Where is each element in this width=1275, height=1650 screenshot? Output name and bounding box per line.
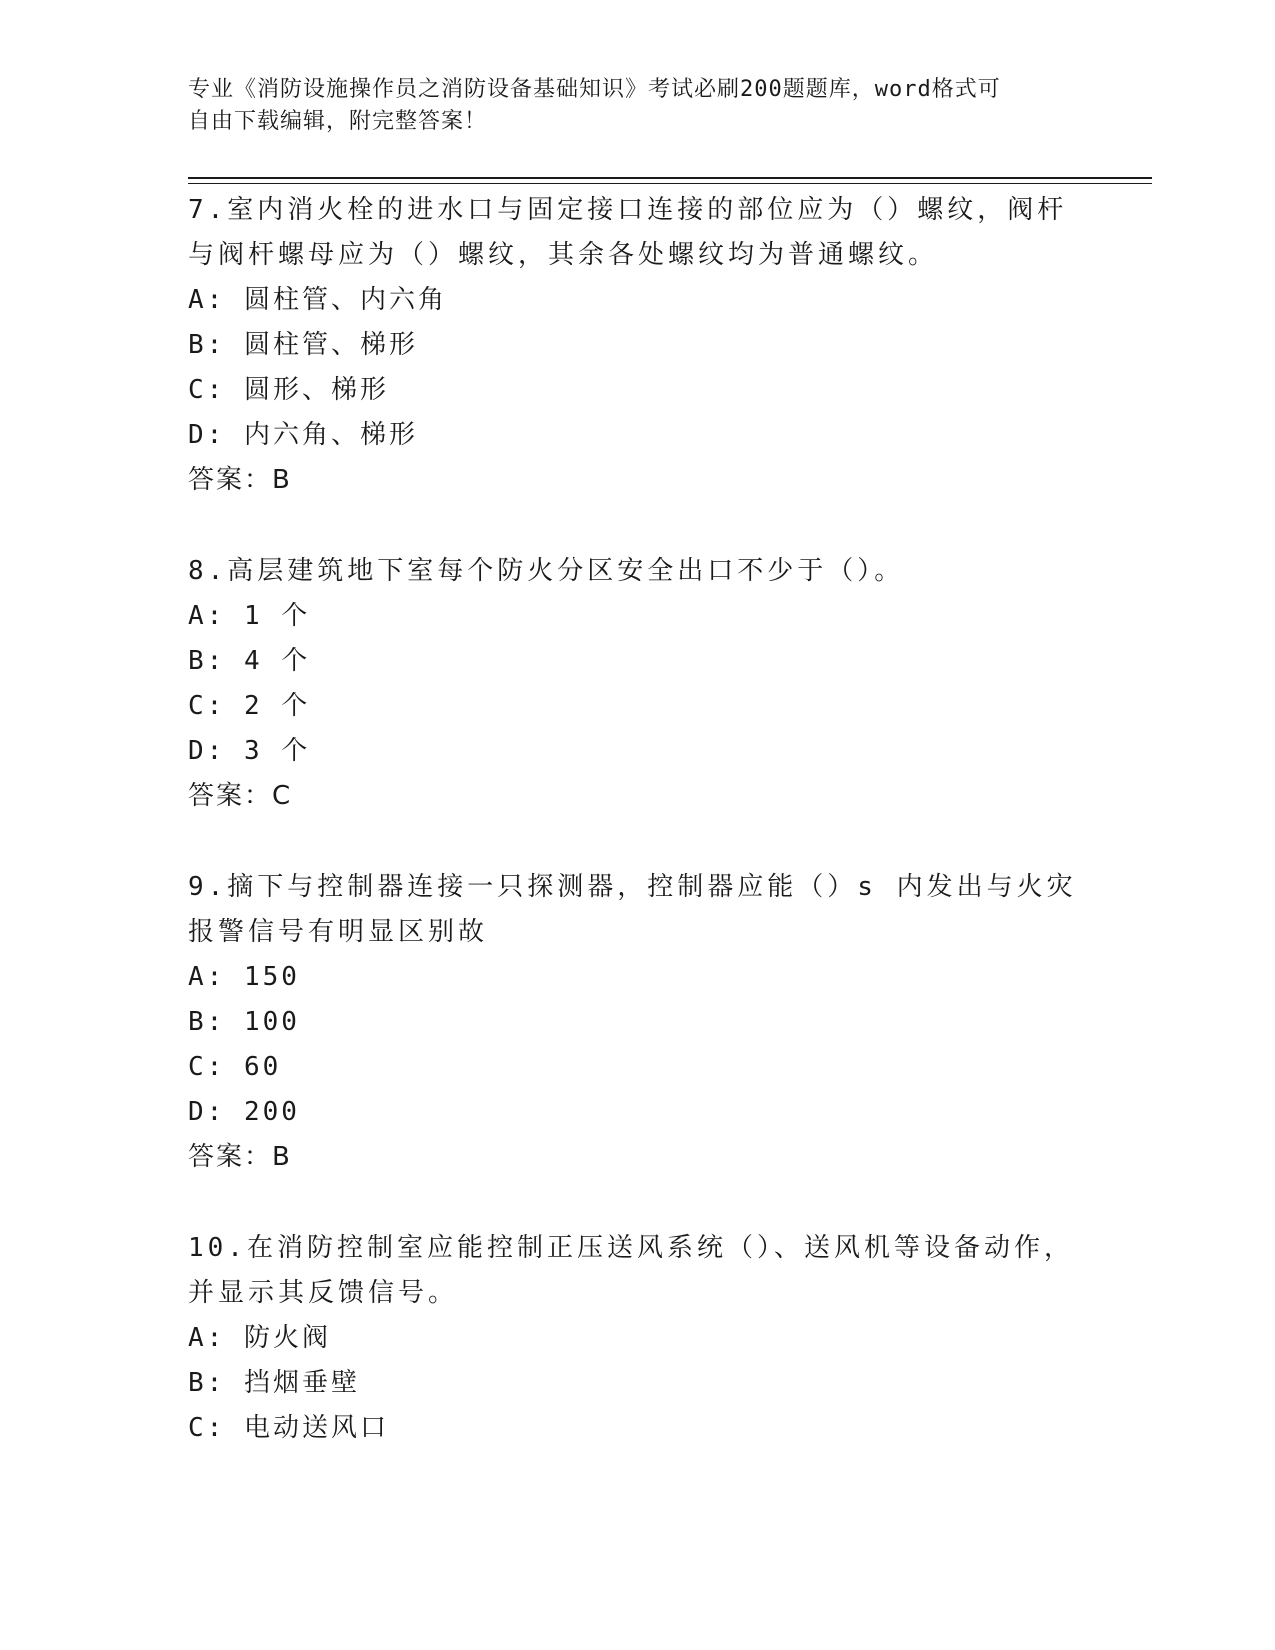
question-8 [188, 549, 1088, 819]
header-line-2: 自由下载编辑，附完整答案！ [188, 109, 488, 134]
question-7 [188, 188, 1088, 503]
option-c: C: 2 个 [188, 691, 311, 721]
answer-line: 答案：B [188, 1142, 292, 1172]
header-divider-thick [188, 177, 1152, 179]
document-header [188, 74, 1068, 138]
option-a: A: 防火阀 [188, 1323, 331, 1353]
header-divider-thin [188, 183, 1152, 184]
question-text: 7.室内消火栓的进水口与固定接口连接的部位应为（）螺纹，阀杆与阀杆螺母应为（）螺纹，其余各处螺纹均为普通螺纹。 [188, 195, 1068, 270]
option-a: A: 圆柱管、内六角 [188, 285, 447, 315]
option-d: D: 3 个 [188, 736, 311, 766]
option-d: D: 内六角、梯形 [188, 420, 418, 450]
answer-line: 答案：C [188, 781, 293, 811]
question-text: 9.摘下与控制器连接一只探测器，控制器应能（）s 内发出与火灾报警信号有明显区别故 [188, 872, 1077, 947]
option-b: B: 4 个 [188, 646, 311, 676]
option-d: D: 200 [188, 1097, 300, 1127]
header-line-1: 专业《消防设施操作员之消防设备基础知识》考试必刷200题题库，word格式可 [188, 77, 1001, 102]
option-a: A: 150 [188, 962, 300, 992]
answer-line: 答案：B [188, 465, 292, 495]
question-9 [188, 865, 1088, 1180]
option-c: C: 电动送风口 [188, 1413, 389, 1443]
option-c: C: 圆形、梯形 [188, 375, 389, 405]
question-text: 8.高层建筑地下室每个防火分区安全出口不少于（）。 [188, 556, 905, 586]
option-b: B: 圆柱管、梯形 [188, 330, 418, 360]
question-text: 10.在消防控制室应能控制正压送风系统（）、送风机等设备动作，并显示其反馈信号。 [188, 1233, 1074, 1308]
option-b: B: 100 [188, 1007, 300, 1037]
option-c: C: 60 [188, 1052, 282, 1082]
option-b: B: 挡烟垂壁 [188, 1368, 360, 1398]
question-10 [188, 1226, 1088, 1451]
option-a: A: 1 个 [188, 601, 311, 631]
question-list [188, 188, 1088, 1497]
